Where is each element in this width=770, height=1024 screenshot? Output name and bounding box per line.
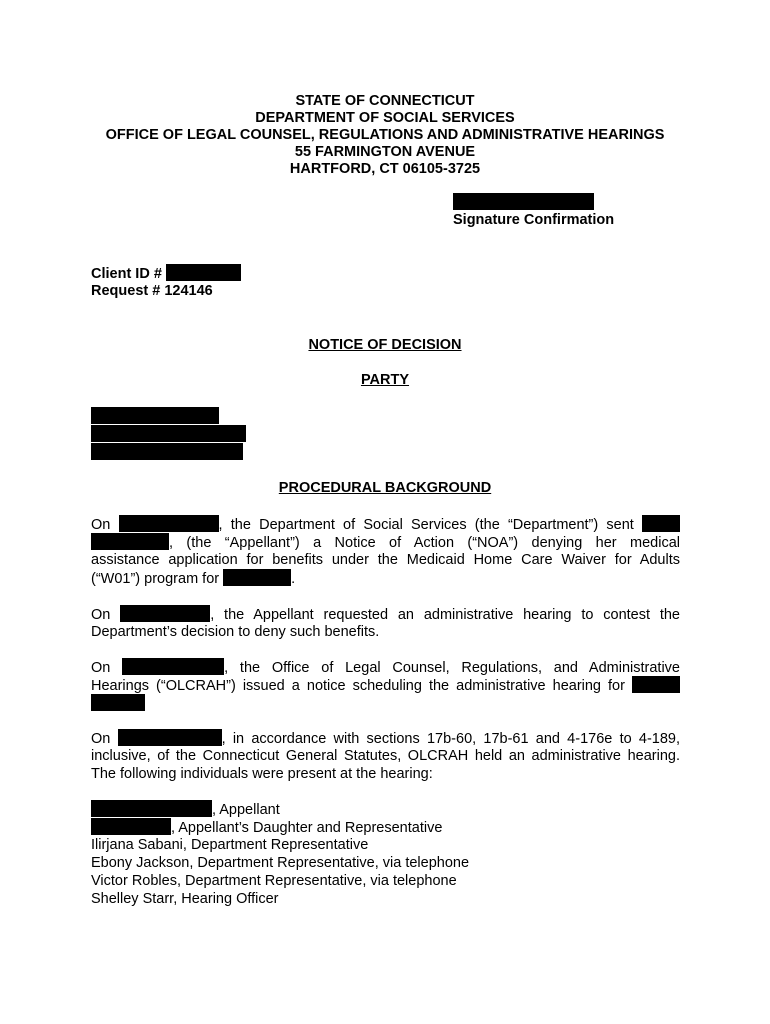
- redaction-block: [122, 658, 224, 675]
- redaction-block: [223, 569, 291, 586]
- attendee-jackson: Ebony Jackson, Department Representative, via telephone: [91, 855, 470, 871]
- attendee-sabani: Ilirjana Sabani, Department Representative: [91, 837, 369, 853]
- redaction-block: [119, 515, 219, 532]
- attendee-robles: Victor Robles, Department Representative, via telephone: [91, 873, 457, 889]
- redaction-block: [166, 264, 241, 281]
- request-number: Request # 124146: [91, 283, 213, 299]
- letterhead-line-3: OFFICE OF LEGAL COUNSEL, REGULATIONS AND ADMINISTRATIVE HEARINGS: [105, 127, 665, 143]
- redaction-block: [91, 818, 171, 835]
- procedural-background-heading: PROCEDURAL BACKGROUND: [278, 480, 492, 496]
- attendee-representative: , Appellant’s Daughter and Representative: [91, 818, 442, 837]
- paragraph-1-line-2: , (the “Appellant”) a Notice of Action (“NOA”) denying her medical: [91, 533, 680, 552]
- paragraph-2-line-2: Department’s decision to deny such benefits.: [91, 624, 380, 640]
- letterhead-line-2: DEPARTMENT OF SOCIAL SERVICES: [255, 110, 515, 126]
- redaction-block: [91, 443, 243, 460]
- party-heading: PARTY: [360, 372, 410, 388]
- paragraph-3-line-2: Hearings (“OLCRAH”) issued a notice scheduling the administrative hearing for: [91, 676, 680, 695]
- paragraph-4-line-3: The following individuals were present at the hearing:: [91, 766, 433, 782]
- redaction-block: [91, 800, 212, 817]
- attendee-hearing-officer: Shelley Starr, Hearing Officer: [91, 891, 279, 907]
- paragraph-1-line-3: assistance application for benefits under the Medicaid Home Care Waiver for Adults: [91, 552, 680, 568]
- paragraph-2-line-1: On , the Appellant requested an administrative hearing to contest the: [91, 607, 680, 623]
- paragraph-4-line-2: inclusive, of the Connecticut General Statutes, OLCRAH held an administrative hearing.: [91, 748, 680, 764]
- letterhead-line-4: 55 FARMINGTON AVENUE: [294, 144, 476, 160]
- paragraph-1-line-1: On , the Department of Social Services (the “Department”) sent: [91, 515, 680, 534]
- signature-confirmation: Signature Confirmation: [453, 212, 615, 228]
- redaction-block: [91, 425, 246, 442]
- letterhead-line-1: STATE OF CONNECTICUT: [295, 93, 475, 109]
- redaction-block: [632, 676, 680, 693]
- redaction-block: [118, 729, 222, 746]
- client-id-label: Client ID #: [91, 266, 162, 282]
- redaction-block: [91, 407, 219, 424]
- letterhead-line-5: HARTFORD, CT 06105-3725: [289, 161, 481, 177]
- redaction-block: [642, 515, 680, 532]
- notice-title: NOTICE OF DECISION: [308, 337, 462, 353]
- redaction-block: [453, 193, 594, 210]
- paragraph-3-line-1: On , the Office of Legal Counsel, Regulations, and Administrative: [91, 660, 680, 676]
- redaction-block: [91, 694, 145, 711]
- redaction-block: [91, 533, 169, 550]
- paragraph-4-line-1: On , in accordance with sections 17b-60, 17b-61 and 4-176e to 4-189,: [91, 731, 680, 747]
- client-id-line: [91, 264, 241, 283]
- paragraph-1-line-4: (“W01”) program for .: [91, 571, 296, 587]
- attendee-appellant: , Appellant: [91, 800, 280, 819]
- redaction-block: [120, 605, 210, 622]
